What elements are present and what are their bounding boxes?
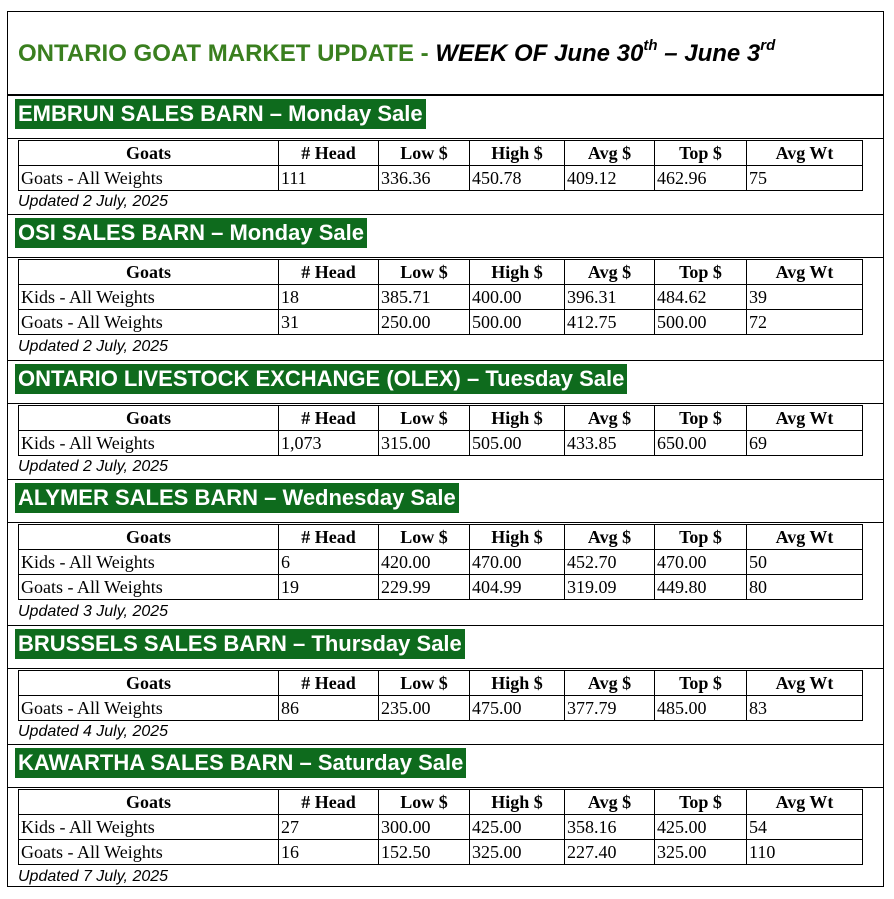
table-cell: 1,073 bbox=[279, 431, 379, 456]
column-header: Avg Wt bbox=[747, 260, 863, 285]
table-header-row bbox=[19, 790, 863, 815]
column-header: Avg Wt bbox=[747, 525, 863, 550]
table-cell: 315.00 bbox=[379, 431, 470, 456]
table-cell: 409.12 bbox=[565, 166, 655, 191]
sale-section bbox=[8, 95, 883, 214]
table-cell: 227.40 bbox=[565, 840, 655, 865]
banner-divider bbox=[8, 522, 883, 523]
column-header: Avg $ bbox=[565, 525, 655, 550]
sales-table bbox=[18, 524, 863, 600]
table-row bbox=[19, 815, 863, 840]
table-cell: Kids - All Weights bbox=[19, 550, 279, 575]
column-header: Low $ bbox=[379, 141, 470, 166]
column-header: Goats bbox=[19, 260, 279, 285]
week-start: WEEK OF June 30 bbox=[435, 40, 644, 67]
column-header: Low $ bbox=[379, 790, 470, 815]
updated-note: Updated 2 July, 2025 bbox=[18, 338, 169, 355]
column-header: High $ bbox=[470, 790, 565, 815]
sale-section bbox=[8, 479, 883, 625]
column-header: Top $ bbox=[655, 671, 747, 696]
column-header: Avg Wt bbox=[747, 406, 863, 431]
table-cell: 385.71 bbox=[379, 285, 470, 310]
sale-section bbox=[8, 625, 883, 744]
column-header: Top $ bbox=[655, 141, 747, 166]
table-cell: Goats - All Weights bbox=[19, 310, 279, 335]
sales-table bbox=[18, 789, 863, 865]
table-cell: 325.00 bbox=[470, 840, 565, 865]
table-cell: Kids - All Weights bbox=[19, 285, 279, 310]
updated-note: Updated 7 July, 2025 bbox=[18, 868, 169, 885]
sale-banner: KAWARTHA SALES BARN – Saturday Sale bbox=[15, 748, 466, 778]
table-cell: 449.80 bbox=[655, 575, 747, 600]
table-header-row bbox=[19, 525, 863, 550]
table-cell: Kids - All Weights bbox=[19, 815, 279, 840]
table-cell: Goats - All Weights bbox=[19, 840, 279, 865]
table-cell: 452.70 bbox=[565, 550, 655, 575]
column-header: High $ bbox=[470, 260, 565, 285]
column-header: Avg Wt bbox=[747, 790, 863, 815]
sale-banner: ONTARIO LIVESTOCK EXCHANGE (OLEX) – Tuesday Sale bbox=[15, 364, 627, 394]
table-cell: 470.00 bbox=[470, 550, 565, 575]
updated-note: Updated 4 July, 2025 bbox=[18, 723, 169, 740]
updated-note: Updated 2 July, 2025 bbox=[18, 193, 169, 210]
column-header: Low $ bbox=[379, 525, 470, 550]
column-header: Avg $ bbox=[565, 671, 655, 696]
sales-table bbox=[18, 259, 863, 335]
table-cell: 16 bbox=[279, 840, 379, 865]
sales-table bbox=[18, 140, 863, 191]
table-cell: Goats - All Weights bbox=[19, 166, 279, 191]
table-cell: 31 bbox=[279, 310, 379, 335]
column-header: Goats bbox=[19, 406, 279, 431]
column-header: High $ bbox=[470, 141, 565, 166]
sales-table bbox=[18, 405, 863, 456]
banner-divider bbox=[8, 138, 883, 139]
table-cell: 110 bbox=[747, 840, 863, 865]
title-row bbox=[8, 12, 883, 95]
table-cell: Kids - All Weights bbox=[19, 431, 279, 456]
column-header: # Head bbox=[279, 790, 379, 815]
table-row bbox=[19, 840, 863, 865]
sale-banner: OSI SALES BARN – Monday Sale bbox=[15, 218, 367, 248]
title-main: ONTARIO GOAT MARKET UPDATE - bbox=[18, 40, 436, 67]
table-cell: 152.50 bbox=[379, 840, 470, 865]
column-header: Top $ bbox=[655, 525, 747, 550]
column-header: Low $ bbox=[379, 260, 470, 285]
column-header: Avg Wt bbox=[747, 141, 863, 166]
table-cell: 336.36 bbox=[379, 166, 470, 191]
page-title bbox=[18, 39, 775, 68]
column-header: # Head bbox=[279, 141, 379, 166]
table-header-row bbox=[19, 260, 863, 285]
table-cell: 69 bbox=[747, 431, 863, 456]
table-row bbox=[19, 285, 863, 310]
table-cell: 319.09 bbox=[565, 575, 655, 600]
week-start-suffix: th bbox=[643, 37, 658, 54]
sale-banner: EMBRUN SALES BARN – Monday Sale bbox=[15, 99, 426, 129]
table-cell: 475.00 bbox=[470, 696, 565, 721]
table-cell: 470.00 bbox=[655, 550, 747, 575]
table-cell: 358.16 bbox=[565, 815, 655, 840]
table-cell: 484.62 bbox=[655, 285, 747, 310]
sale-section bbox=[8, 360, 883, 479]
table-cell: 425.00 bbox=[470, 815, 565, 840]
column-header: High $ bbox=[470, 671, 565, 696]
table-cell: 462.96 bbox=[655, 166, 747, 191]
table-cell: 54 bbox=[747, 815, 863, 840]
column-header: Avg Wt bbox=[747, 671, 863, 696]
table-row bbox=[19, 431, 863, 456]
table-cell: Goats - All Weights bbox=[19, 696, 279, 721]
banner-divider bbox=[8, 403, 883, 404]
updated-note: Updated 2 July, 2025 bbox=[18, 458, 169, 475]
table-cell: Goats - All Weights bbox=[19, 575, 279, 600]
sale-section bbox=[8, 744, 883, 889]
table-cell: 19 bbox=[279, 575, 379, 600]
title-week bbox=[435, 37, 776, 67]
table-cell: 505.00 bbox=[470, 431, 565, 456]
table-cell: 111 bbox=[279, 166, 379, 191]
sale-section bbox=[8, 214, 883, 360]
banner-divider bbox=[8, 668, 883, 669]
week-end: – June 3 bbox=[657, 40, 761, 67]
table-cell: 18 bbox=[279, 285, 379, 310]
column-header: Goats bbox=[19, 671, 279, 696]
table-cell: 425.00 bbox=[655, 815, 747, 840]
table-cell: 404.99 bbox=[470, 575, 565, 600]
column-header: Top $ bbox=[655, 790, 747, 815]
column-header: # Head bbox=[279, 525, 379, 550]
column-header: Avg $ bbox=[565, 790, 655, 815]
table-header-row bbox=[19, 406, 863, 431]
table-cell: 325.00 bbox=[655, 840, 747, 865]
column-header: Low $ bbox=[379, 671, 470, 696]
sale-banner: ALYMER SALES BARN – Wednesday Sale bbox=[15, 483, 459, 513]
table-cell: 72 bbox=[747, 310, 863, 335]
table-cell: 500.00 bbox=[470, 310, 565, 335]
table-cell: 433.85 bbox=[565, 431, 655, 456]
table-cell: 235.00 bbox=[379, 696, 470, 721]
table-cell: 75 bbox=[747, 166, 863, 191]
column-header: High $ bbox=[470, 406, 565, 431]
column-header: High $ bbox=[470, 525, 565, 550]
table-header-row bbox=[19, 141, 863, 166]
table-cell: 412.75 bbox=[565, 310, 655, 335]
column-header: # Head bbox=[279, 671, 379, 696]
table-cell: 86 bbox=[279, 696, 379, 721]
sale-banner: BRUSSELS SALES BARN – Thursday Sale bbox=[15, 629, 465, 659]
table-cell: 6 bbox=[279, 550, 379, 575]
column-header: # Head bbox=[279, 260, 379, 285]
table-cell: 80 bbox=[747, 575, 863, 600]
column-header: # Head bbox=[279, 406, 379, 431]
table-cell: 50 bbox=[747, 550, 863, 575]
table-cell: 650.00 bbox=[655, 431, 747, 456]
column-header: Avg $ bbox=[565, 260, 655, 285]
column-header: Top $ bbox=[655, 260, 747, 285]
column-header: Top $ bbox=[655, 406, 747, 431]
column-header: Avg $ bbox=[565, 141, 655, 166]
table-cell: 39 bbox=[747, 285, 863, 310]
report-frame bbox=[7, 11, 884, 887]
table-cell: 377.79 bbox=[565, 696, 655, 721]
table-cell: 400.00 bbox=[470, 285, 565, 310]
table-row bbox=[19, 310, 863, 335]
updated-note: Updated 3 July, 2025 bbox=[18, 603, 169, 620]
table-row bbox=[19, 550, 863, 575]
table-cell: 500.00 bbox=[655, 310, 747, 335]
table-cell: 300.00 bbox=[379, 815, 470, 840]
table-row bbox=[19, 575, 863, 600]
column-header: Avg $ bbox=[565, 406, 655, 431]
banner-divider bbox=[8, 257, 883, 258]
column-header: Goats bbox=[19, 141, 279, 166]
table-cell: 450.78 bbox=[470, 166, 565, 191]
column-header: Low $ bbox=[379, 406, 470, 431]
table-cell: 485.00 bbox=[655, 696, 747, 721]
table-cell: 229.99 bbox=[379, 575, 470, 600]
table-row bbox=[19, 696, 863, 721]
table-cell: 396.31 bbox=[565, 285, 655, 310]
table-cell: 420.00 bbox=[379, 550, 470, 575]
banner-divider bbox=[8, 787, 883, 788]
week-end-suffix: rd bbox=[760, 37, 776, 54]
column-header: Goats bbox=[19, 790, 279, 815]
table-row bbox=[19, 166, 863, 191]
table-cell: 83 bbox=[747, 696, 863, 721]
table-header-row bbox=[19, 671, 863, 696]
table-cell: 250.00 bbox=[379, 310, 470, 335]
table-cell: 27 bbox=[279, 815, 379, 840]
column-header: Goats bbox=[19, 525, 279, 550]
sales-table bbox=[18, 670, 863, 721]
